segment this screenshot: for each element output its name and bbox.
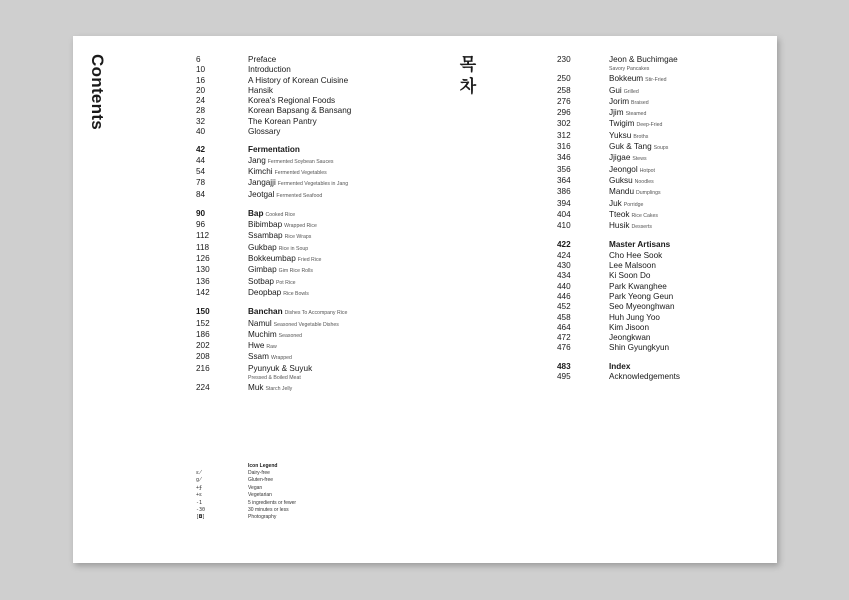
- entry-subtitle: Savory Pancakes: [609, 66, 650, 73]
- entry-title-wrap: [609, 302, 767, 312]
- toc-entry[interactable]: [557, 261, 767, 271]
- page-number: 258: [557, 85, 571, 95]
- entry-title-wrap: [609, 343, 767, 353]
- entry-title-wrap: [248, 156, 426, 167]
- legend-icon: ɛ̸: [196, 470, 203, 476]
- entry-title-wrap: [248, 96, 426, 106]
- entry-subtitle: Grilled: [623, 88, 639, 95]
- entry-title: Fermentation: [248, 145, 300, 155]
- entry-subtitle: Starch Jelly: [265, 386, 293, 393]
- entry-title-wrap: [609, 372, 767, 382]
- toc-entry[interactable]: [557, 271, 767, 281]
- entry-subtitle: Rice Cakes: [631, 212, 659, 219]
- entry-title: Mandu: [609, 187, 635, 197]
- entry-subtitle: Stir-Fried: [645, 77, 667, 84]
- page-number: 112: [196, 231, 210, 241]
- entry-subtitle: Soups: [653, 145, 669, 152]
- entry-subtitle: Hotpot: [639, 167, 655, 174]
- toc-section: [557, 240, 767, 353]
- entry-title: Preface: [248, 55, 277, 64]
- entry-title: Guk & Tang: [609, 142, 652, 152]
- entry-subtitle: Gim Rice Rolls: [278, 268, 313, 275]
- entry-title-wrap: [609, 97, 767, 108]
- entry-subtitle: Pot Rice: [275, 279, 296, 286]
- entry-title-wrap: [248, 352, 426, 363]
- page-number: 364: [557, 175, 571, 185]
- entry-title: Juk: [609, 198, 622, 208]
- page-number: 10: [196, 65, 206, 75]
- page-number: 452: [557, 302, 571, 312]
- entry-title-wrap: [609, 271, 767, 281]
- page-number: 356: [557, 164, 571, 174]
- toc-entry[interactable]: [196, 55, 426, 65]
- page-number: 434: [557, 271, 571, 281]
- entry-title-wrap: [248, 117, 426, 127]
- toc-entry[interactable]: [196, 254, 426, 265]
- entry-title-wrap: [248, 178, 426, 189]
- page-number: 16: [196, 75, 206, 85]
- page-number: 142: [196, 287, 210, 297]
- toc-entry[interactable]: [196, 288, 426, 299]
- toc-entry[interactable]: [196, 330, 426, 341]
- page-number: 42: [196, 145, 206, 155]
- entry-subtitle: Steamed: [625, 111, 647, 118]
- legend-label: Gluten-free: [248, 477, 274, 484]
- legend-label: Vegan: [248, 484, 263, 491]
- toc-entry[interactable]: [557, 176, 767, 187]
- toc-entry[interactable]: [196, 127, 426, 137]
- entry-title-wrap: [609, 292, 767, 302]
- entry-subtitle: Porridge: [623, 201, 644, 208]
- entry-title-wrap: [609, 153, 767, 164]
- entry-title: Jeon & Buchimgae: [609, 55, 678, 64]
- entry-subtitle: Fermented Vegetables in Jang: [277, 181, 349, 188]
- toc-entry[interactable]: [196, 178, 426, 189]
- entry-title: Bibimbap: [248, 220, 283, 230]
- toc-section-heading[interactable]: [557, 362, 767, 372]
- entry-title-wrap: [248, 277, 426, 288]
- page-number: 464: [557, 322, 571, 332]
- entry-title-wrap: [248, 106, 426, 116]
- entry-title-wrap: [248, 55, 426, 65]
- toc-entry[interactable]: [557, 333, 767, 343]
- entry-subtitle: Broths: [633, 133, 649, 140]
- toc-entry[interactable]: [557, 199, 767, 210]
- page-number: 186: [196, 329, 210, 339]
- entry-title: Guksu: [609, 175, 633, 185]
- entry-subtitle: Seasoned: [278, 332, 303, 339]
- page-number: 276: [557, 96, 571, 106]
- entry-title-wrap: [609, 362, 767, 372]
- toc-section: [196, 55, 426, 137]
- page-number: 136: [196, 276, 210, 286]
- page-number: 150: [196, 307, 210, 317]
- toc-section: [196, 145, 426, 200]
- entry-title-wrap: [248, 307, 426, 318]
- entry-title: Sotbap: [248, 276, 274, 286]
- entry-title: Glossary: [248, 127, 281, 137]
- page-number: 430: [557, 261, 571, 271]
- entry-subtitle: Fermented Seafood: [276, 192, 323, 199]
- entry-title-wrap: [609, 199, 767, 210]
- entry-title-wrap: [248, 65, 426, 75]
- entry-subtitle: Fermented Vegetables: [274, 169, 327, 176]
- toc-entry[interactable]: [196, 86, 426, 96]
- entry-subtitle: Seasoned Vegetable Dishes: [273, 321, 339, 328]
- page-number: 90: [196, 208, 206, 218]
- toc-right-column: [557, 55, 767, 390]
- page-number: 346: [557, 153, 571, 163]
- entry-title-wrap: [248, 190, 426, 201]
- toc-entry[interactable]: [557, 187, 767, 198]
- entry-title-wrap: [248, 383, 426, 394]
- legend-icon: -1: [196, 499, 203, 506]
- contents-title: Contents: [88, 54, 107, 131]
- entry-title: Ssambap: [248, 231, 283, 241]
- page-number: 472: [557, 333, 571, 343]
- page-number: 312: [557, 130, 571, 140]
- entry-subtitle: Rice Bowls: [283, 290, 309, 297]
- entry-subtitle: Deep-Fried: [636, 122, 663, 129]
- entry-title-wrap: [248, 364, 426, 374]
- page-number: 40: [196, 127, 206, 137]
- entry-title-wrap: [248, 231, 426, 242]
- entry-title: Namul: [248, 318, 272, 328]
- entry-subtitle: Fried Rice: [297, 257, 322, 264]
- entry-title-wrap: [248, 341, 426, 352]
- toc-section: [196, 209, 426, 299]
- toc-entry[interactable]: [196, 65, 426, 75]
- entry-subtitle: Dishes To Accompany Rice: [284, 310, 348, 317]
- icon-legend: [196, 463, 396, 522]
- legend-item: [196, 470, 396, 477]
- toc-entry[interactable]: [196, 341, 426, 352]
- entry-title: Jeotgal: [248, 189, 275, 199]
- toc-entry[interactable]: [557, 55, 767, 65]
- entry-title: Jang: [248, 155, 266, 165]
- toc-entry[interactable]: [557, 153, 767, 164]
- toc-entry[interactable]: [196, 364, 426, 374]
- entry-subtitle: Noodles: [634, 178, 654, 185]
- legend-item: [196, 485, 396, 492]
- legend-title: Icon Legend: [248, 463, 278, 469]
- toc-section-heading[interactable]: [196, 209, 426, 220]
- toc-left-column: [196, 55, 426, 402]
- page-number: 6: [196, 55, 201, 64]
- page-number: 404: [557, 209, 571, 219]
- entry-subtitle: Pressed & Boiled Meat: [248, 375, 301, 382]
- toc-entry[interactable]: [196, 352, 426, 363]
- page-number: 296: [557, 108, 571, 118]
- page-number: 440: [557, 281, 571, 291]
- korean-title-char: 목: [459, 55, 477, 74]
- toc-entry[interactable]: [196, 76, 426, 86]
- entry-title-wrap: [248, 330, 426, 341]
- toc-section: [557, 55, 767, 232]
- entry-title-wrap: [609, 261, 767, 271]
- legend-item: [196, 492, 396, 499]
- entry-title: Master Artisans: [609, 240, 671, 250]
- toc-entry[interactable]: [557, 302, 767, 312]
- toc-entry[interactable]: [557, 142, 767, 153]
- entry-title: Kimchi: [248, 166, 273, 176]
- toc-section-heading[interactable]: [557, 240, 767, 250]
- entry-subtitle: Wrapped Rice: [284, 223, 317, 230]
- entry-title-wrap: [248, 243, 426, 254]
- toc-entry[interactable]: [196, 383, 426, 394]
- page-number: 250: [557, 74, 571, 84]
- toc-section: [557, 362, 767, 383]
- toc-entry[interactable]: [557, 119, 767, 130]
- page-number: 230: [557, 55, 571, 64]
- legend-item: [196, 500, 396, 507]
- entry-title-wrap: [609, 282, 767, 292]
- entry-subtitle: Braised: [631, 99, 649, 106]
- entry-title: Seo Myeonghwan: [609, 302, 675, 312]
- toc-entry[interactable]: [196, 190, 426, 201]
- toc-entry[interactable]: [557, 165, 767, 176]
- entry-title-wrap: [248, 76, 426, 86]
- legend-icon: +ɛ: [196, 492, 203, 499]
- entry-title: Kim Jisoon: [609, 322, 650, 332]
- toc-entry[interactable]: [196, 265, 426, 276]
- entry-title-wrap: [609, 176, 767, 187]
- entry-title-wrap: [609, 86, 767, 97]
- entry-title-wrap: [609, 119, 767, 130]
- entry-title: Jeongkwan: [609, 333, 651, 343]
- page-number: 424: [557, 250, 571, 260]
- page-number: 96: [196, 220, 206, 230]
- entry-title-wrap: [248, 127, 426, 137]
- page-number: 32: [196, 116, 206, 126]
- entry-title: Bokkeum: [609, 74, 644, 84]
- legend-icon: [◘]: [196, 514, 206, 521]
- entry-title: Gimbap: [248, 265, 277, 275]
- entry-title: Ssam: [248, 352, 269, 362]
- entry-subtitle: Cooked Rice: [265, 211, 296, 218]
- toc-entry[interactable]: [196, 106, 426, 116]
- legend-icon: -30: [196, 507, 206, 514]
- entry-title: Acknowledgements: [609, 372, 680, 382]
- toc-entry[interactable]: [557, 282, 767, 292]
- legend-icon: g̸: [196, 477, 203, 484]
- entry-title: Jeongol: [609, 164, 638, 174]
- entry-title: Jorim: [609, 96, 630, 106]
- toc-entry[interactable]: [557, 343, 767, 353]
- legend-label: Vegetarian: [248, 492, 272, 499]
- page-number: 410: [557, 221, 571, 231]
- entry-subtitle: Fermented Soybean Sauces: [267, 158, 334, 165]
- entry-title: Muchim: [248, 329, 277, 339]
- page-number: 224: [196, 383, 210, 393]
- entry-title: Ki Soon Do: [609, 271, 651, 281]
- entry-title: Cho Hee Sook: [609, 250, 663, 260]
- entry-title: Index: [609, 361, 631, 371]
- entry-subtitle: Rice Wraps: [284, 234, 312, 241]
- entry-title: Park Kwanghee: [609, 281, 667, 291]
- entry-title-wrap: [609, 323, 767, 333]
- page-number: 126: [196, 254, 210, 264]
- entry-title: Bokkeumbap: [248, 254, 296, 264]
- entry-title-wrap: [609, 108, 767, 119]
- page-number: 302: [557, 119, 571, 129]
- entry-title-wrap: [248, 220, 426, 231]
- entry-title: Pyunyuk & Suyuk: [248, 363, 313, 373]
- toc-entry[interactable]: [557, 372, 767, 382]
- entry-title: Twigim: [609, 119, 635, 129]
- entry-subtitle: Stews: [632, 156, 647, 163]
- entry-title: Park Yeong Geun: [609, 291, 674, 301]
- toc-section-heading[interactable]: [196, 307, 426, 318]
- entry-title-wrap: [609, 221, 767, 232]
- entry-subtitle: Dumplings: [636, 190, 661, 197]
- entry-title: Shin Gyungkyun: [609, 343, 670, 353]
- page-number: 54: [196, 166, 206, 176]
- entry-title: Jangajji: [248, 178, 276, 188]
- entry-title: Korea's Regional Foods: [248, 96, 336, 106]
- entry-title: Tteok: [609, 209, 630, 219]
- toc-entry[interactable]: [196, 231, 426, 242]
- entry-title: Hansik: [248, 85, 274, 95]
- toc-entry[interactable]: [557, 86, 767, 97]
- entry-title-wrap: [609, 187, 767, 198]
- page-number: 458: [557, 312, 571, 322]
- entry-subtitle: Wrapped: [270, 355, 292, 362]
- entry-title: Hwe: [248, 341, 265, 351]
- entry-title-wrap: [248, 254, 426, 265]
- entry-title: Korean Bapsang & Bansang: [248, 106, 352, 116]
- korean-title: [457, 54, 479, 98]
- page-number: 84: [196, 189, 206, 199]
- entry-title: Muk: [248, 383, 264, 393]
- entry-title: Yuksu: [609, 130, 632, 140]
- entry-title-wrap: [609, 131, 767, 142]
- entry-title-wrap: [609, 333, 767, 343]
- entry-subtitle: Raw: [266, 344, 277, 351]
- entry-title: Introduction: [248, 65, 291, 75]
- page-number: 44: [196, 155, 206, 165]
- toc-entry[interactable]: [557, 108, 767, 119]
- legend-icon: +ʄ: [196, 484, 203, 491]
- entry-title-wrap: [609, 74, 767, 85]
- page-number: 118: [196, 242, 210, 252]
- entry-title: Gukbap: [248, 242, 277, 252]
- page-number: 394: [557, 198, 571, 208]
- entry-title: Jjim: [609, 108, 624, 118]
- toc-entry[interactable]: [196, 220, 426, 231]
- page-number: 476: [557, 343, 571, 353]
- toc-entry[interactable]: [557, 221, 767, 232]
- entry-title: Bap: [248, 208, 264, 218]
- toc-entry[interactable]: [557, 251, 767, 261]
- page-number: 422: [557, 240, 571, 250]
- entry-title-wrap: [609, 142, 767, 153]
- entry-title-wrap: [248, 319, 426, 330]
- entry-title-wrap: [609, 240, 767, 250]
- legend-label: 5 ingredients or fewer: [248, 499, 297, 506]
- entry-title-wrap: [248, 209, 426, 220]
- page-number: 152: [196, 318, 210, 328]
- toc-entry[interactable]: [557, 97, 767, 108]
- toc-section: [196, 307, 426, 394]
- entry-title-wrap: [248, 167, 426, 178]
- entry-title-wrap: [248, 288, 426, 299]
- page-number: 216: [196, 363, 210, 373]
- entry-title-wrap: [609, 251, 767, 261]
- entry-title: Jjigae: [609, 153, 631, 163]
- entry-title-wrap: [609, 313, 767, 323]
- legend-label: 30 minutes or less: [248, 507, 289, 514]
- entry-title: Gui: [609, 85, 622, 95]
- entry-title-wrap: [609, 210, 767, 221]
- toc-entry[interactable]: [196, 243, 426, 254]
- entry-title: Banchan: [248, 307, 283, 317]
- legend-label: Photography: [248, 514, 277, 521]
- legend-item: [196, 507, 396, 514]
- entry-title-wrap: [609, 165, 767, 176]
- legend-item: [196, 514, 396, 521]
- toc-entry[interactable]: [557, 74, 767, 85]
- entry-subtitle: Desserts: [631, 224, 652, 231]
- entry-title: Huh Jung Yoo: [609, 312, 660, 322]
- entry-title: Lee Malsoon: [609, 261, 656, 271]
- legend-label: Dairy-free: [248, 470, 270, 476]
- page-number: 386: [557, 187, 571, 197]
- page-number: 28: [196, 106, 206, 116]
- toc-entry[interactable]: [196, 319, 426, 330]
- toc-entry[interactable]: [196, 96, 426, 106]
- page-number: 20: [196, 85, 206, 95]
- toc-entry[interactable]: [196, 277, 426, 288]
- page-number: 78: [196, 178, 206, 188]
- toc-entry[interactable]: [557, 210, 767, 221]
- korean-title-char: 차: [459, 77, 477, 96]
- page-number: 446: [557, 291, 571, 301]
- entry-subtitle: Rice in Soup: [278, 245, 309, 252]
- toc-entry[interactable]: [557, 313, 767, 323]
- legend-item: [196, 477, 396, 484]
- page-number: 483: [557, 361, 571, 371]
- toc-entry[interactable]: [196, 117, 426, 127]
- page-number: 316: [557, 142, 571, 152]
- toc-entry[interactable]: [557, 292, 767, 302]
- page-number: 208: [196, 352, 210, 362]
- page-number: 24: [196, 96, 206, 106]
- entry-title-wrap: [609, 55, 767, 65]
- entry-title-wrap: [248, 145, 426, 155]
- page-number: 495: [557, 372, 571, 382]
- entry-title: The Korean Pantry: [248, 116, 317, 126]
- page-number: 202: [196, 341, 210, 351]
- toc-entry[interactable]: [557, 131, 767, 142]
- entry-title: A History of Korean Cuisine: [248, 75, 349, 85]
- page-number: 130: [196, 265, 210, 275]
- toc-entry[interactable]: [196, 156, 426, 167]
- book-spread: [73, 36, 777, 563]
- entry-title-wrap: [248, 86, 426, 96]
- toc-entry[interactable]: [196, 167, 426, 178]
- entry-title-wrap: [248, 265, 426, 276]
- entry-title: Deopbap: [248, 287, 282, 297]
- toc-entry[interactable]: [557, 323, 767, 333]
- entry-title: Husik: [609, 221, 630, 231]
- toc-section-heading[interactable]: [196, 145, 426, 155]
